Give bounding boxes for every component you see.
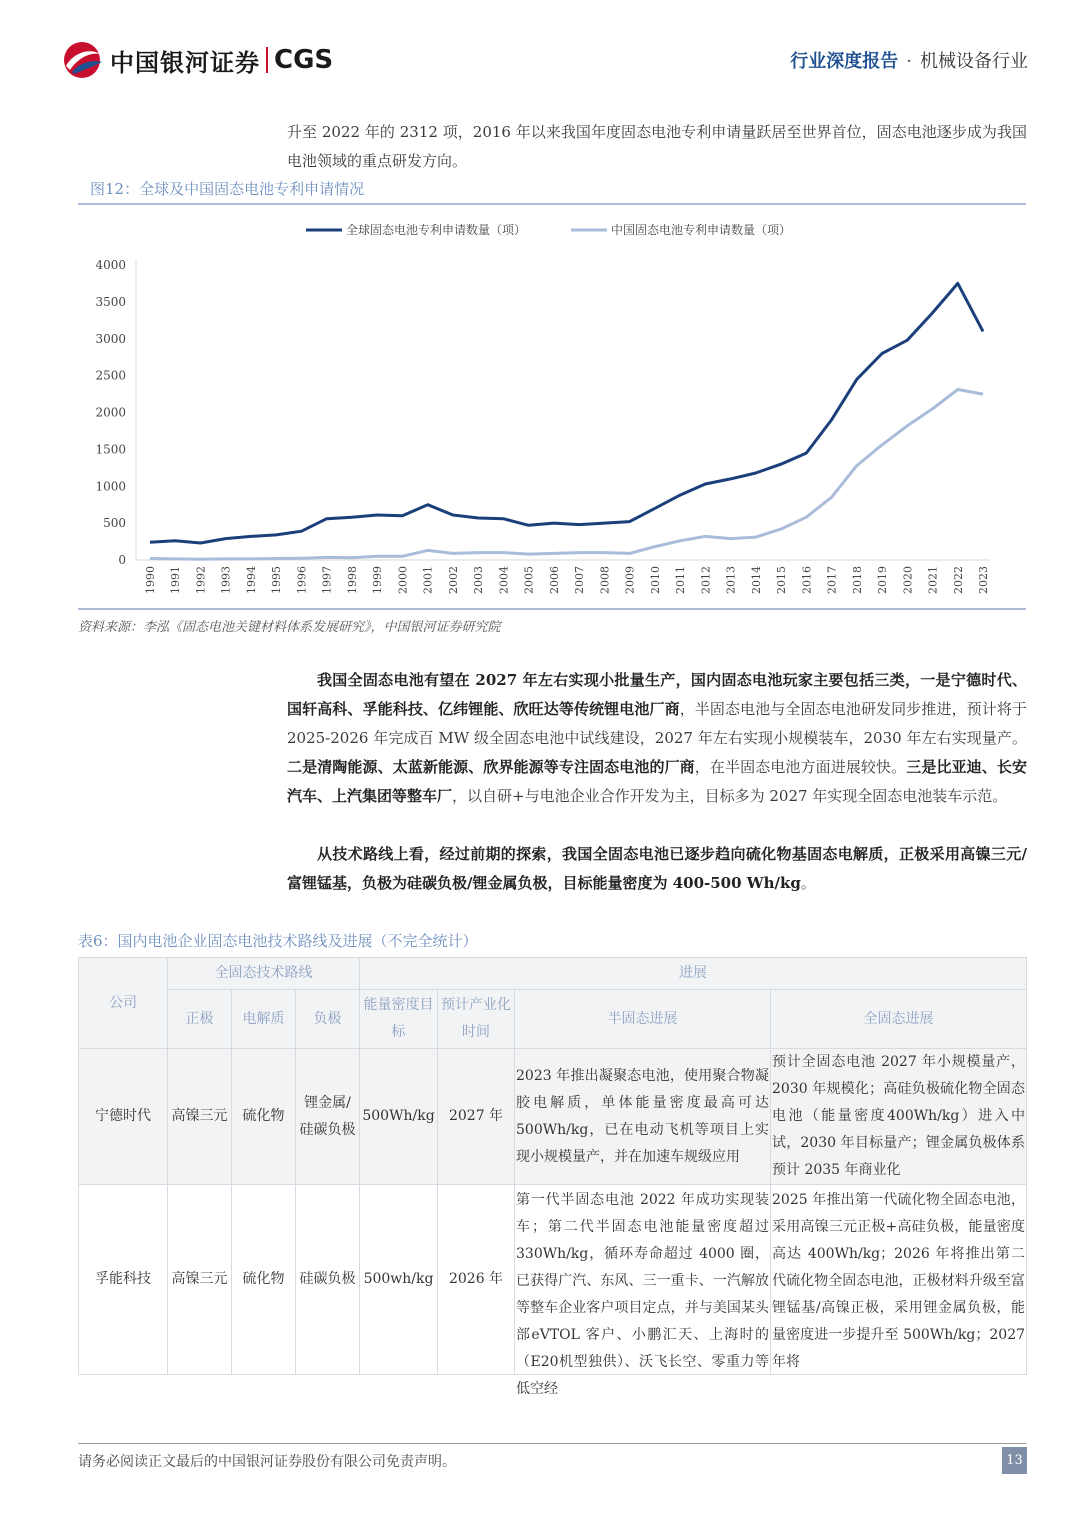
header-energy-density: 能量密度目标 (360, 990, 438, 1049)
x-tick-label: 1998 (345, 566, 359, 594)
p1-bold-2: 二是清陶能源、太蓝新能源、欣界能源等专注固态电池的厂商 (287, 758, 695, 776)
header-progress: 进展 (360, 958, 1027, 990)
p2-bold: 从技术路线上看，经过前期的探索，我国全固态电池已逐步趋向硫化物基固态电解质，正极采用高镍三元/富锂锰基，负极为硅碳负极/锂金属负极，目标能量密度为 400-500 Wh/kg (287, 845, 1027, 892)
cell-industrialization: 2026 年 (438, 1185, 515, 1375)
y-tick-label: 2500 (95, 368, 126, 383)
page-number: 13 (1002, 1447, 1027, 1474)
p1-text-3: ，以自研+与电池企业合作开发为主，目标多为 2027 年实现全固态电池装车示范。 (452, 787, 1008, 805)
x-tick-label: 1996 (295, 566, 309, 594)
table-row (79, 1185, 1027, 1375)
footer-disclaimer: 请务必阅读正文最后的中国银河证券股份有限公司免责声明。 (78, 1454, 456, 1470)
x-tick-label: 1992 (194, 566, 208, 594)
x-tick-label: 2018 (850, 566, 864, 594)
body-paragraph-1 (287, 666, 1027, 811)
legend-label-china: 中国固态电池专利申请数量（项） (611, 223, 792, 237)
y-tick-label: 3000 (95, 331, 126, 346)
galaxy-logo-icon (60, 40, 104, 80)
x-tick-label: 1991 (169, 566, 183, 594)
cell-all-solid: 2025 年推出第一代硫化物全固态电池，采用高镍三元正极+高硅负极，能量密度高达 400Wh/kg；2026 年将推出第二代硫化物全固态电池，正极材料升级至富锂锰基/高镍正极，采用锂金属负极，能量密度进一步提升至 500Wh/kg；2027 年将 (772, 1191, 1026, 1370)
x-tick-label: 1993 (219, 566, 233, 594)
header-semi-solid: 半固态进展 (515, 990, 771, 1049)
report-type: 行业深度报告 (790, 51, 899, 72)
y-tick-label: 1500 (95, 442, 126, 457)
x-tick-label: 2007 (573, 566, 587, 594)
x-tick-label: 2011 (674, 566, 688, 594)
x-tick-label: 2006 (547, 566, 561, 594)
cell-cathode: 高镍三元 (168, 1049, 232, 1185)
header-separator: · (906, 51, 912, 72)
figure-title: 图12：全球及中国固态电池专利申请情况 (90, 180, 365, 198)
x-tick-label: 2003 (472, 566, 486, 594)
y-tick-label: 3500 (95, 294, 126, 309)
x-tick-label: 2015 (775, 566, 789, 594)
intro-paragraph: 升至 2022 年的 2312 项，2016 年以来我国年度固态电池专利申请量跃居至世界首位，固态电池逐步成为我国电池领域的重点研发方向。 (287, 123, 1027, 170)
x-tick-label: 2010 (648, 566, 662, 594)
p2-end: 。 (800, 874, 816, 892)
logo-separator (266, 47, 268, 73)
series-line-global (150, 283, 983, 543)
header-anode: 负极 (296, 990, 360, 1049)
header-electrolyte: 电解质 (232, 990, 296, 1049)
x-tick-label: 2005 (522, 566, 536, 594)
cell-company: 孚能科技 (79, 1185, 168, 1375)
x-tick-label: 2004 (497, 566, 511, 594)
cell-energy-density: 500Wh/kg (360, 1049, 438, 1185)
p1-text-2: ，在半固态电池方面进展较快。 (694, 758, 907, 776)
cell-electrolyte: 硫化物 (232, 1185, 296, 1375)
x-tick-label: 1994 (244, 566, 258, 594)
y-tick-label: 2000 (95, 405, 126, 420)
p1-bold-1: 我国全固态电池有望在 2027 年左右实现小批量生产，国内固态电池玩家主要包括三类，一是宁德时代、国轩高科、孚能科技、亿纬锂能、欣旺达等传统锂电池厂商 (287, 671, 1027, 718)
x-tick-label: 2023 (977, 566, 990, 594)
table-header-row-2 (79, 990, 1027, 1049)
x-tick-label: 2021 (926, 566, 940, 594)
cell-all-solid: 预计全固态电池 2027 年小规模量产，2030 年规模化；高硅负极硫化物全固态电池（能量密度400Wh/kg）进入中试，2030 年目标量产；锂金属负极体系预计 2035 年商业化 (771, 1049, 1027, 1185)
figure-top-rule (78, 203, 1026, 205)
header-route: 全固态技术路线 (168, 958, 360, 990)
x-tick-label: 2013 (724, 566, 738, 594)
x-tick-label: 2000 (396, 566, 410, 594)
x-tick-label: 2012 (699, 566, 713, 594)
battery-roadmap-table (78, 957, 1027, 1397)
table-row (79, 1049, 1027, 1185)
cell-semi-solid-wrap (515, 1185, 771, 1397)
p1-bold-3: 三是比亚迪、长安汽车、上汽集团等整车厂 (287, 758, 1027, 805)
legend-label-global: 全球固态电池专利申请数量（项） (346, 223, 527, 237)
patent-line-chart (78, 210, 1026, 608)
x-tick-label: 1999 (371, 566, 385, 594)
x-tick-label: 2020 (901, 566, 915, 594)
header-industrialization: 预计产业化时间 (438, 990, 515, 1049)
cell-all-solid-wrap (771, 1185, 1027, 1375)
cell-semi-solid: 第一代半固态电池 2022 年成功实现装车；第二代半固态电池能量密度超过330Wh/kg，循环寿命超过 4000 圈，已获得广汽、东风、三一重卡、一汽解放等整车企业客户项目定点，并与美国某头部eVTOL 客户、小鹏汇天、上海时的（E20机型独供）、沃飞长空、零重力等低空经 (516, 1191, 770, 1397)
header-company: 公司 (79, 958, 168, 1049)
header-cathode: 正极 (168, 990, 232, 1049)
x-tick-label: 2019 (876, 566, 890, 594)
cell-anode: 锂金属/硅碳负极 (296, 1049, 360, 1185)
p1-text-1: ，半固态电池与全固态电池研发同步推进，预计将于 2025-2026 年完成百 MW 级全固态电池中试线建设，2027 年左右实现小规模装车，2030 年左右实现量产。 (287, 700, 1027, 747)
cell-anode: 硅碳负极 (296, 1185, 360, 1375)
cell-company: 宁德时代 (79, 1049, 168, 1185)
x-tick-label: 2017 (825, 566, 839, 594)
x-tick-label: 1990 (144, 566, 157, 594)
table-title: 表6：国内电池企业固态电池技术路线及进展（不完全统计） (78, 932, 478, 950)
cell-semi-solid: 2023 年推出凝聚态电池，使用聚合物凝胶电解质，单体能量密度最高可达500Wh/kg，已在电动飞机等项目上实现小规模量产，并在加速车规级应用 (515, 1049, 771, 1185)
cell-cathode: 高镍三元 (168, 1185, 232, 1375)
figure-bottom-rule (78, 608, 1026, 610)
figure-source: 资料来源：李泓《固态电池关键材料体系发展研究》，中国银河证券研究院 (78, 620, 501, 635)
y-tick-labels (95, 258, 126, 567)
y-tick-label: 4000 (95, 258, 126, 272)
cell-electrolyte: 硫化物 (232, 1049, 296, 1185)
cell-energy-density: 500wh/kg (360, 1185, 438, 1375)
report-header (790, 47, 1028, 73)
logo-chinese-name: 中国银河证券 (110, 48, 260, 77)
series-lines (150, 283, 983, 559)
x-tick-label: 2002 (446, 566, 460, 594)
header-all-solid: 全固态进展 (771, 990, 1027, 1049)
industry-name: 机械设备行业 (920, 51, 1028, 72)
table-header-row-1 (79, 958, 1027, 990)
cell-industrialization: 2027 年 (438, 1049, 515, 1185)
footer-rule (78, 1443, 1026, 1444)
x-tick-label: 2008 (598, 566, 612, 594)
x-tick-label: 2022 (951, 566, 965, 594)
x-tick-label: 2009 (623, 566, 637, 594)
logo-english-name: CGS (274, 45, 334, 75)
y-tick-label: 0 (118, 553, 126, 567)
y-tick-label: 500 (103, 516, 126, 531)
company-logo (60, 40, 333, 80)
x-tick-label: 1995 (270, 566, 284, 594)
x-tick-label: 2016 (800, 566, 814, 594)
chart-legend (306, 222, 791, 237)
body-paragraph-2 (287, 840, 1027, 898)
x-tick-label: 2014 (749, 566, 763, 594)
x-tick-label: 2001 (421, 566, 435, 594)
y-tick-label: 1000 (95, 479, 126, 494)
x-tick-label: 1997 (320, 566, 334, 594)
x-tick-labels (144, 566, 990, 594)
